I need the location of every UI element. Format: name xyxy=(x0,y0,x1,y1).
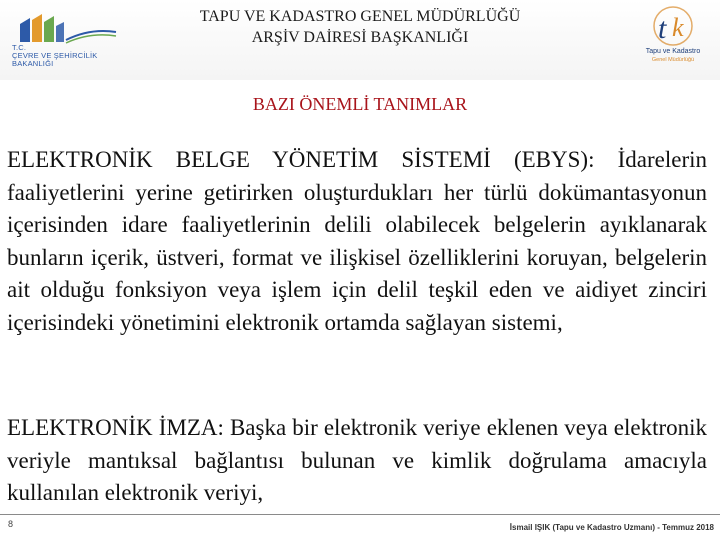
definition-ebys xyxy=(7,144,707,339)
tkgm-logo-text: Tapu ve Kadastro xyxy=(645,48,701,55)
slide-header xyxy=(0,0,720,80)
tkgm-logo-mark xyxy=(636,4,710,48)
definition-text: İdarelerin faaliyetlerini yerine getirirken oluşturdukları her türlü dokümantasyonun içerisinden idare faaliyetlerinin delili olabilecek belgelerin ayıklanarak bunların içerik, üstveri, format ve ilişkisel özelliklerini koruyan, belgelerin ait olduğu fonksiyon veya işlem için delil teşkil eden ve aidiyet zinciri içerisindeki yönetimini elektronik ortamda sağlayan sistemi, xyxy=(7,147,708,335)
svg-text:k: k xyxy=(672,13,684,42)
footer-credit: İsmail IŞIK (Tapu ve Kadastro Uzmanı) - Temmuz 2018 xyxy=(509,523,714,532)
tkgm-logo-subtext: Genel Müdürlüğü xyxy=(651,57,695,63)
ministry-logo-mark xyxy=(14,12,118,44)
definition-e-imza xyxy=(7,412,707,510)
slide-footer xyxy=(0,514,720,541)
header-title-line1: TAPU VE KADASTRO GENEL MÜDÜRLÜĞÜ xyxy=(199,8,521,25)
svg-text:t: t xyxy=(658,12,667,45)
slide-subtitle: BAZI ÖNEMLİ TANIMLAR xyxy=(252,94,468,114)
definition-text: Başka bir elektronik veriye eklenen veya elektronik veriyle mantıksal bağlantısı bulunan ve kimlik doğrulama amacıyla kullanılan elektronik veriyi, xyxy=(7,415,708,505)
ministry-logo-text: T.C. ÇEVRE VE ŞEHİRCİLİK BAKANLIĞI xyxy=(12,43,98,68)
definition-term: ELEKTRONİK BELGE YÖNETİM SİSTEMİ (EBYS): xyxy=(7,147,595,172)
ministry-logo xyxy=(6,8,126,68)
header-title xyxy=(120,6,600,48)
header-title-line2: ARŞİV DAİRESİ BAŞKANLIĞI xyxy=(251,29,469,46)
tkgm-logo xyxy=(636,4,710,70)
page-number: 8 xyxy=(8,519,14,529)
definition-term: ELEKTRONİK İMZA: xyxy=(7,415,224,440)
